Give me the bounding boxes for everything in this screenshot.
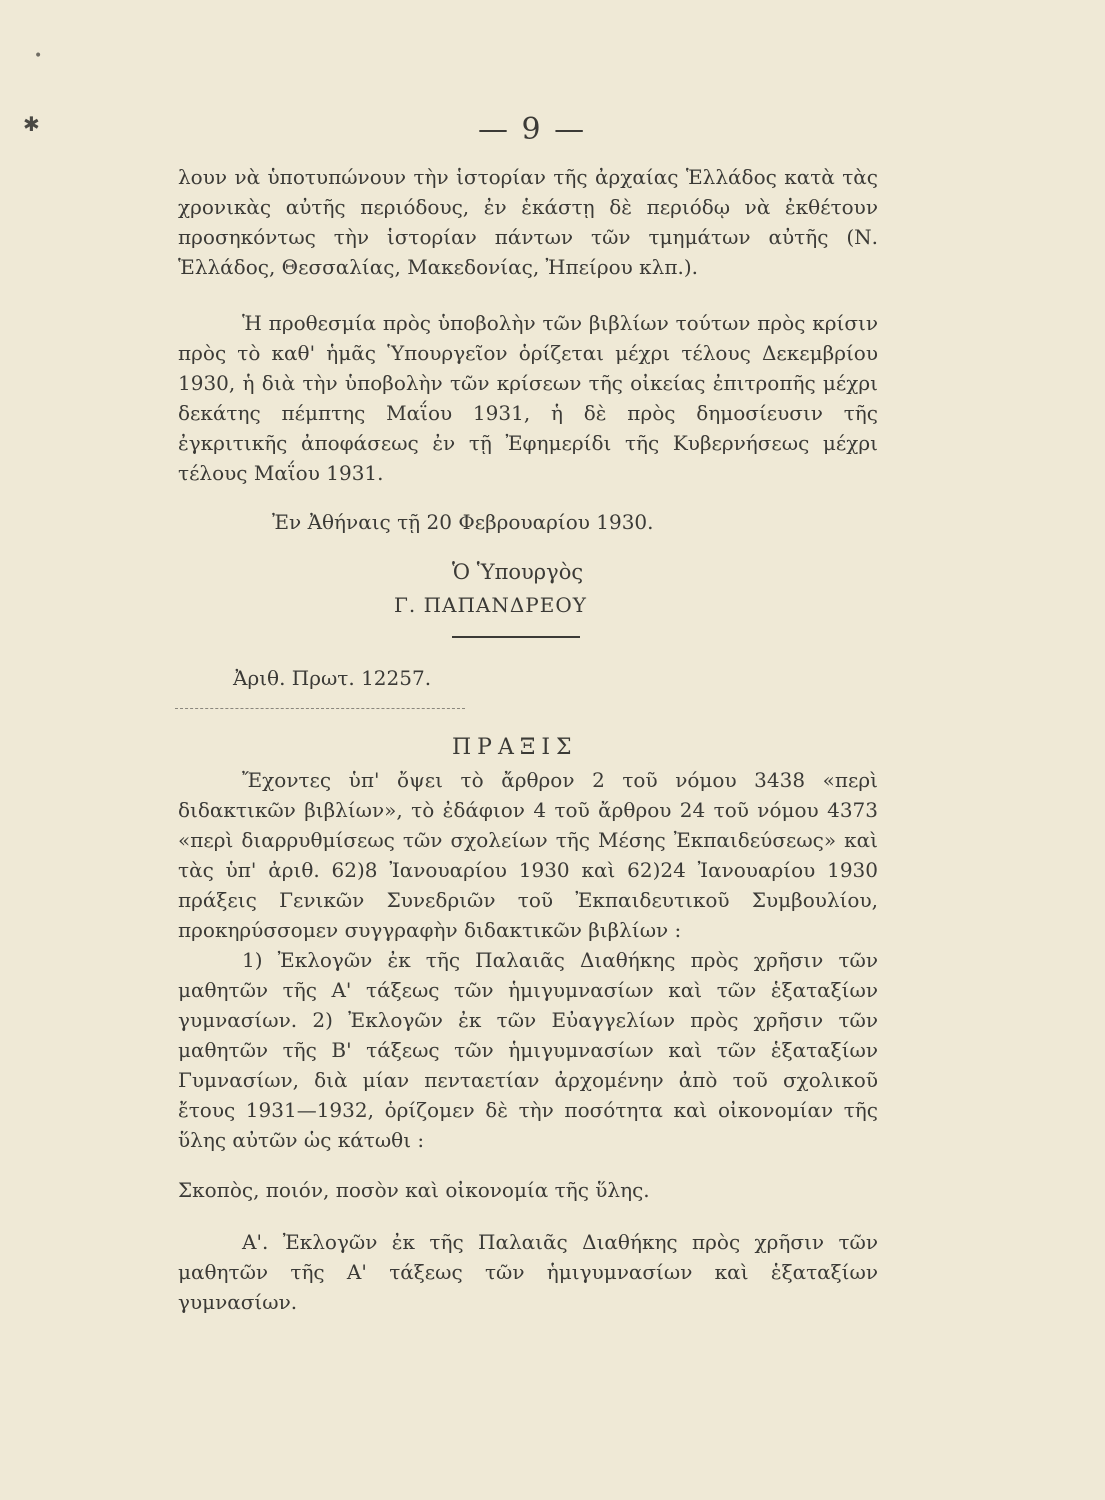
minister-title: Ὁ Ὑπουργὸς — [452, 560, 584, 584]
signature-date: Ἐν Ἀθήναις τῇ 20 Φεβρουαρίου 1930. — [272, 510, 654, 534]
dotted-divider — [175, 708, 465, 709]
protocol-number: Ἀριθ. Πρωτ. 12257. — [233, 666, 432, 690]
decree-heading: ΠΡΑΞΙΣ — [452, 735, 578, 760]
section-a — [178, 1227, 878, 1317]
margin-mark: ✱ — [23, 112, 40, 136]
section-a-text: Α'. Ἐκλογῶν ἐκ τῆς Παλαιᾶς Διαθήκης πρὸς χρῆσιν τῶν μαθητῶν τῆς Α' τάξεως τῶν ἡμιγυμνασίων καὶ ἑξαταξίων γυμνασίων. — [178, 1230, 878, 1314]
decree-body — [178, 765, 878, 1155]
continuation-paragraph — [178, 162, 878, 282]
scope-line: Σκοπὸς, ποιόν, ποσὸν καὶ οἰκονομία τῆς ὕλης. — [178, 1178, 650, 1202]
continuation-text: λουν νὰ ὑποτυπώνουν τὴν ἱστορίαν τῆς ἀρχαίας Ἑλλάδος κατὰ τὰς χρονικὰς αὐτῆς περιόδους, ἐν ἑκάστῃ δὲ περιόδῳ νὰ ἐκθέτουν προσηκόντως τὴν ἱστορίαν πάντων τῶν τμημάτων αὐτῆς (Ν. Ἑλλάδος, Θεσσαλίας, Μακεδονίας, Ἠπείρου κλπ.). — [178, 165, 878, 279]
page-number: — 9 — — [478, 112, 587, 147]
decree-items: 1) Ἐκλογῶν ἐκ τῆς Παλαιᾶς Διαθήκης πρὸς χρῆσιν τῶν μαθητῶν τῆς Α' τάξεως τῶν ἡμιγυμνασίων καὶ τῶν ἑξαταξίων γυμνασίων. 2) Ἐκλογῶν ἐκ τῶν Εὐαγγελίων πρὸς χρῆσιν τῶν μαθητῶν τῆς Β' τάξεως τῶν ἡμιγυμνασίων καὶ τῶν ἑξαταξίων Γυμνασίων, διὰ μίαν πενταετίαν ἀρχομένην ἀπὸ τοῦ σχολικοῦ ἔτους 1931—1932, ὁρίζομεν δὲ τὴν ποσότητα καὶ οἰκονομίαν τῆς ὕλης αὐτῶν ὡς κάτωθι : — [178, 948, 878, 1152]
decree-intro: Ἔχοντες ὑπ' ὄψει τὸ ἄρθρον 2 τοῦ νόμου 3438 «περὶ διδακτικῶν βιβλίων», τὸ ἐδάφιον 4 τοῦ ἄρθρου 24 τοῦ νόμου 4373 «περὶ διαρρυθμίσεως τῶν σχολείων τῆς Μέσης Ἐκπαιδεύσεως» καὶ τὰς ὑπ' ἀριθ. 62)8 Ἰανουαρίου 1930 καὶ 62)24 Ἰανουαρίου 1930 πράξεις Γενικῶν Συνεδριῶν τοῦ Ἐκπαιδευτικοῦ Συμβουλίου, προκηρύσσομεν συγγραφὴν διδακτικῶν βιβλίων : — [178, 768, 878, 942]
deadline-text: Ἡ προθεσμία πρὸς ὑποβολὴν τῶν βιβλίων τούτων πρὸς κρίσιν πρὸς τὸ καθ' ἡμᾶς Ὑπουργεῖον ὁρίζεται μέχρι τέλους Δεκεμβρίου 1930, ἡ διὰ τὴν ὑποβολὴν τῶν κρίσεων τῆς οἰκείας ἐπιτροπῆς μέχρι δεκάτης πέμπτης Μαΐου 1931, ἡ δὲ πρὸς δημοσίευσιν τῆς ἐγκριτικῆς ἀποφάσεως ἐν τῇ Ἐφημερίδι τῆς Κυβερνήσεως μέχρι τέλους Μαΐου 1931. — [178, 311, 878, 485]
scan-speck: • — [34, 48, 43, 64]
minister-name: Γ. ΠΑΠΑΝΔΡΕΟΥ — [394, 593, 587, 617]
scope-heading — [178, 1175, 878, 1205]
deadline-paragraph — [178, 308, 878, 488]
section-divider — [452, 636, 580, 638]
